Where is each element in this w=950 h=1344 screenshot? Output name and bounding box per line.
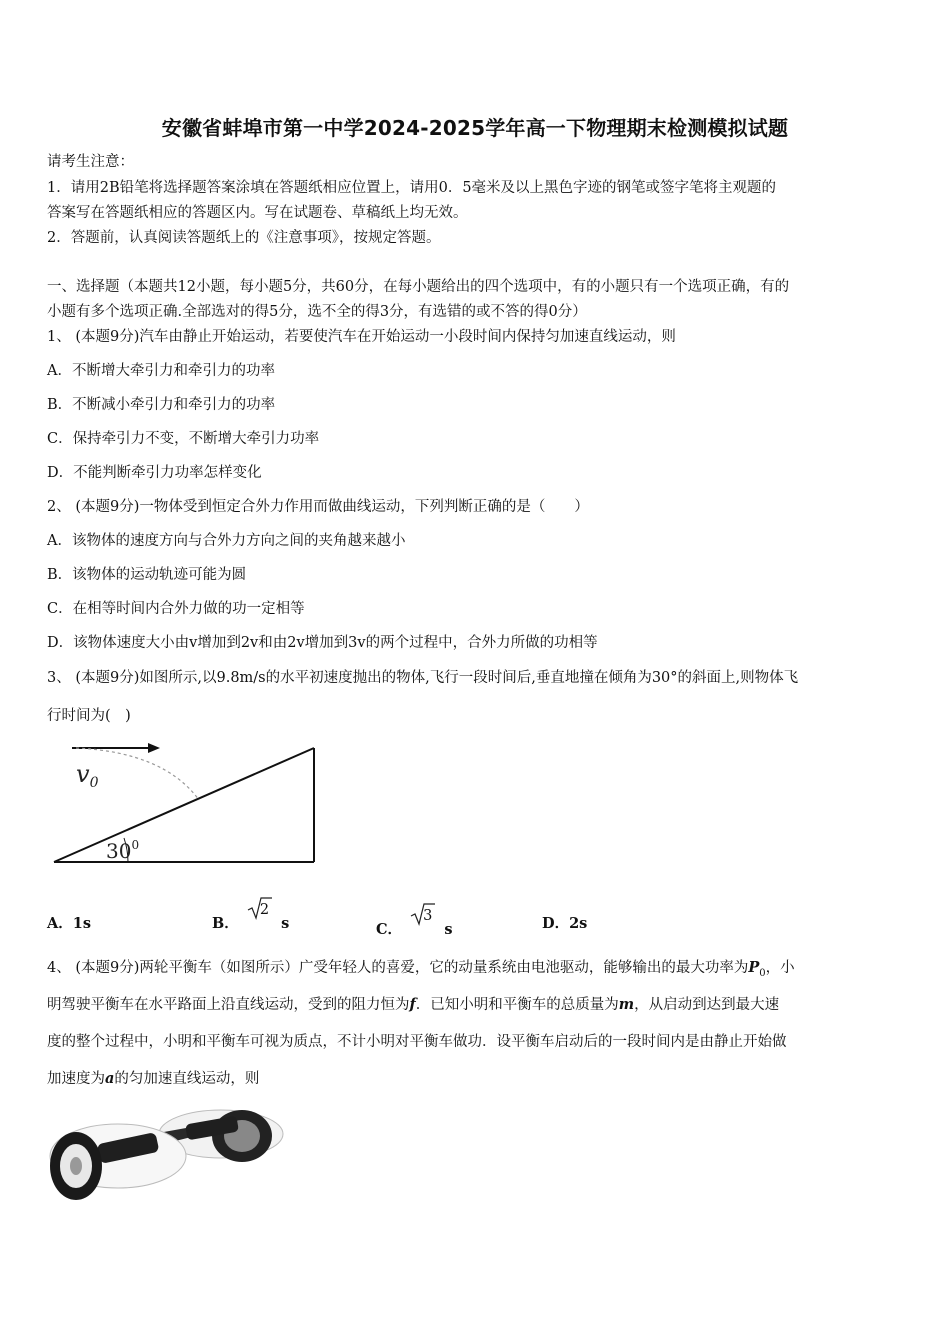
q3-stem-cont: 行时间为( ) — [47, 708, 131, 724]
q3-option-b — [212, 902, 290, 933]
q3-option-a: A．1s — [47, 915, 92, 932]
notice-item-1: 1．请用2B铅笔将选择题答案涂填在答题纸相应位置上，请用0．5毫米及以上黑色字迹的钢笔或签字笔将主观题的 — [47, 180, 777, 196]
q1-option-b: B．不断减小牵引力和牵引力的功率 — [47, 397, 276, 413]
incline-projectile-figure — [44, 738, 324, 870]
q1-stem: 1、 (本题9分)汽车由静止开始运动，若要使汽车在开始运动一小段时间内保持匀加速直线运动，则 — [47, 329, 676, 345]
q4-stem-line3: 度的整个过程中，小明和平衡车可视为质点，不计小明对平衡车做功．设平衡车启动后的一段时间内是由静止开始做 — [47, 1034, 787, 1050]
page-title: 安徽省蚌埠市第一中学2024-2025学年高一下物理期末检测模拟试题 — [161, 116, 789, 140]
q2-option-a: A．该物体的速度方向与合外力方向之间的夹角越来越小 — [47, 533, 406, 549]
q1-option-d: D．不能判断牵引力功率怎样变化 — [47, 465, 262, 481]
notice-item-1-cont: 答案写在答题纸相应的答题区内。写在试题卷、草稿纸上均无效。 — [47, 205, 468, 221]
incline-line — [54, 748, 314, 862]
q3-option-b-label: B． — [212, 915, 239, 932]
q3-option-c — [376, 908, 453, 939]
q3-option-c-radicand: 3 — [423, 908, 433, 924]
v0-label: $v_0$ — [76, 760, 99, 791]
q3-option-c-label: C． — [376, 921, 403, 938]
q3-option-c-unit: s — [444, 921, 453, 938]
notice-heading: 请考生注意： — [47, 154, 134, 170]
angle-label: $30^0$ — [106, 838, 140, 863]
velocity-arrowhead — [148, 743, 160, 753]
q3-stem: 3、 (本题9分)如图所示,以9.8m/s的水平初速度抛出的物体,飞行一段时间后,垂直地撞在倾角为30°的斜面上,则物体飞 — [47, 670, 799, 686]
front-hub-center — [70, 1157, 82, 1175]
q4-stem-line1: 4、 (本题9分)两轮平衡车（如图所示）广受年轻人的喜爱，它的动量系统由电池驱动，能够输出的最大功率为$P_0$，小 — [47, 959, 795, 979]
q1-option-a: A．不断增大牵引力和牵引力的功率 — [47, 363, 275, 379]
q4-stem-line4: 加速度为a的匀加速直线运动，则 — [47, 1070, 260, 1087]
section-heading-cont: 小题有多个选项正确.全部选对的得5分，选不全的得3分，有选错的或不答的得0分） — [47, 304, 587, 320]
q3-option-d: D．2s — [542, 915, 588, 932]
q3-option-b-radicand: 2 — [259, 902, 270, 918]
q2-option-c: C．在相等时间内合外力做的功一定相等 — [47, 601, 305, 617]
q2-stem: 2、 (本题9分)一物体受到恒定合外力作用而做曲线运动，下列判断正确的是（ ） — [47, 499, 589, 515]
q4-stem-line2: 明驾驶平衡车在水平路面上沿直线运动，受到的阻力恒为f．已知小明和平衡车的总质量为m，从启动到达到最大速 — [47, 996, 780, 1013]
section-heading: 一、选择题（本题共12小题，每小题5分，共60分，在每小题给出的四个选项中，有的小题只有一个选项正确，有的 — [47, 279, 790, 295]
notice-item-2: 2．答题前，认真阅读答题纸上的《注意事项》，按规定答题。 — [47, 230, 441, 246]
trajectory-curve — [76, 748, 199, 800]
q1-option-c: C．保持牵引力不变，不断增大牵引力功率 — [47, 431, 320, 447]
q2-option-b: B．该物体的运动轨迹可能为圆 — [47, 567, 247, 583]
q3-option-b-unit: s — [281, 915, 290, 932]
hoverboard-figure — [46, 1102, 284, 1206]
q2-option-d: D．该物体速度大小由v增加到2v和由2v增加到3v的两个过程中，合外力所做的功相等 — [47, 635, 598, 651]
